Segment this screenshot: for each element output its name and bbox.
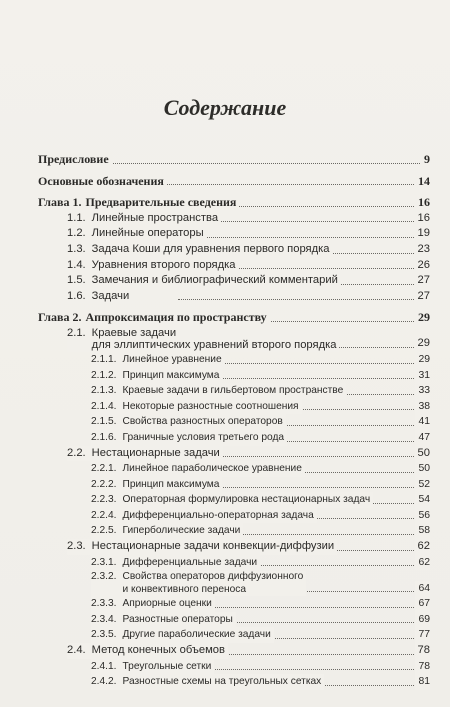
toc-entry[interactable] [38, 492, 430, 508]
toc-entry-text: Метод конечных объемов [91, 644, 225, 657]
toc-entry-page: 16 [415, 211, 430, 227]
toc-entry[interactable] [38, 195, 430, 211]
toc-entry-text: Другие параболические задачи [122, 629, 271, 641]
toc-entry-number: 2.4.1. [91, 660, 117, 672]
leader-dots [178, 237, 430, 238]
toc-entry-number: 2.3.5. [91, 629, 117, 641]
toc-entry-number: 1.5. [67, 274, 86, 287]
toc-entry-page: 29 [415, 310, 430, 326]
toc-entry[interactable] [38, 211, 430, 227]
toc-entry-number: 2.4. [67, 644, 86, 657]
toc-entry-page: 19 [415, 226, 430, 242]
toc-entry-number: 2.1.6. [91, 431, 117, 443]
toc-entry-number: 1.2. [67, 227, 86, 240]
toc-entry-label [91, 399, 302, 415]
toc-entry-page: 69 [415, 612, 430, 628]
toc-entry-number: 2.1.4. [91, 400, 117, 412]
toc-entry[interactable] [38, 555, 430, 571]
toc-entry-label [38, 152, 112, 168]
toc-entry-label [67, 258, 239, 274]
toc-entry-page: 78 [415, 643, 430, 659]
toc-entry-text: Некоторые разностные соотношения [122, 400, 299, 412]
toc-entry-page: 29 [415, 352, 430, 368]
toc-entry-number: Глава 1. [38, 195, 82, 210]
toc-entry-number: 2.2.1. [91, 463, 117, 475]
toc-entry-text: Дифференциальные задачи [122, 556, 258, 568]
toc-entry-number: 2.1.1. [91, 353, 117, 365]
toc-entry-page: 78 [415, 659, 430, 675]
toc-entry-page: 77 [415, 627, 430, 643]
toc-entry-label [91, 627, 274, 643]
toc-entry[interactable] [38, 258, 430, 274]
toc-entry[interactable] [38, 430, 430, 446]
toc-entry-text: Предисловие [38, 152, 109, 166]
toc-entry-number: 1.4. [67, 258, 86, 271]
toc-entry-page: 38 [415, 399, 430, 415]
toc-entry-text: Операторная формулировка нестационарных задач [122, 494, 371, 506]
toc-entry-text: Разностные операторы [122, 613, 233, 625]
toc-entry-text: Линейное уравнение [122, 353, 222, 365]
toc-entry[interactable] [38, 523, 430, 539]
toc-entry-label [67, 327, 339, 352]
page-title: Содержание [163, 95, 287, 120]
leader-dots [198, 669, 430, 670]
toc-entry-text-line2: и конвективного переноса [122, 583, 247, 595]
toc-entry-label [67, 226, 207, 242]
toc-entry-page: 67 [415, 596, 430, 612]
toc-entry-text: Краевые задачи в гильбертовом пространстве [122, 385, 344, 397]
toc-entry-number: 1.6. [67, 289, 86, 302]
toc-entry-page: 26 [415, 258, 430, 274]
toc-entry-number: 2.3.1. [91, 556, 117, 568]
toc-entry[interactable] [38, 289, 430, 305]
toc-entry-label [91, 368, 222, 384]
toc-entry-number: 2.2.5. [91, 525, 117, 537]
toc-entry-label [38, 310, 270, 326]
toc-entry[interactable] [38, 152, 430, 168]
bleed-through-text [30, 0, 425, 95]
toc-entry-number: 2.1. [67, 326, 86, 339]
toc-entry[interactable] [38, 461, 430, 477]
toc-entry[interactable] [38, 226, 430, 242]
toc-entry-page: 50 [415, 461, 430, 477]
toc-entry[interactable] [38, 446, 430, 462]
toc-entry[interactable] [38, 659, 430, 675]
toc-entry-number: 2.3.2. [91, 571, 117, 583]
toc-entry-label [91, 596, 215, 612]
toc-entry-text: Уравнения второго порядка [91, 258, 236, 271]
toc-entry-page: 52 [415, 477, 430, 493]
toc-entry-number: 1.3. [67, 242, 86, 255]
toc-entry-number: 2.2. [67, 446, 86, 459]
toc-entry-text: Нестационарные задачи [91, 446, 220, 459]
toc-entry-page: 56 [415, 508, 430, 524]
toc-entry-label [67, 273, 341, 289]
toc-entry[interactable] [38, 326, 430, 352]
toc-entry-label [91, 659, 214, 675]
toc-entry[interactable] [38, 368, 430, 384]
toc-entry-text: Замечания и библиографический комментарий [91, 274, 338, 287]
toc-entry-label [91, 414, 286, 430]
toc-entry-text: Принцип максимума [122, 369, 220, 381]
toc-entry-page: 31 [415, 368, 430, 384]
toc-entry-label [91, 430, 287, 446]
toc-entry[interactable] [38, 383, 430, 399]
toc-entry[interactable] [38, 242, 430, 258]
toc-entry-label [91, 555, 260, 571]
toc-entry-number: 2.4.2. [91, 676, 117, 688]
toc-entry[interactable] [38, 627, 430, 643]
toc-entry-text: Основные обозначения [38, 173, 164, 188]
toc-entry-text: Аппроксимация по пространству [85, 310, 267, 325]
toc-entry-page: 33 [415, 383, 430, 399]
toc-entry[interactable] [38, 352, 430, 368]
toc-entry-text: Граничные условия третьего рода [122, 431, 285, 443]
toc-entry[interactable] [38, 643, 430, 659]
toc-entry-text: Треугольные сетки [122, 660, 212, 672]
toc-entry-text-line2: для эллиптических уравнений второго порядка [91, 339, 337, 352]
toc-entry-text: Свойства операторов диффузионного [122, 571, 304, 583]
toc-entry-label [91, 612, 236, 628]
toc-entry-label [91, 352, 225, 368]
leader-dots [178, 299, 430, 300]
toc-entry[interactable] [38, 414, 430, 430]
toc-entry-page: 81 [415, 674, 430, 690]
toc-entry-text: Линейные операторы [91, 227, 204, 240]
toc-entry[interactable] [38, 539, 430, 555]
toc-entry-text: Линейное параболическое уравнение [122, 463, 302, 475]
toc-entry-text: Краевые задачи [91, 326, 177, 339]
toc-entry[interactable] [38, 310, 430, 326]
toc-entry-label [38, 195, 239, 211]
toc-entry[interactable] [38, 570, 430, 596]
toc-entry-label [91, 674, 324, 690]
toc-entry-text: Задача Коши для уравнения первого порядка [91, 242, 330, 255]
toc-entry-page: 27 [415, 273, 430, 289]
toc-entry-number: 2.3.4. [91, 613, 117, 625]
toc-entry-page: 47 [415, 430, 430, 446]
toc-entry-text: Принцип максимума [122, 478, 220, 490]
toc-entry-number: 2.3. [67, 540, 86, 553]
toc-entry-text: Разностные схемы на треугольных сетках [122, 676, 322, 688]
toc-entry-page: 23 [415, 242, 430, 258]
toc-entry-page: 14 [415, 174, 430, 190]
toc-entry-label [67, 289, 132, 305]
toc-entry-page: 50 [415, 446, 430, 462]
toc-entry[interactable] [38, 612, 430, 628]
toc-entry-page: 58 [415, 523, 430, 539]
toc-entry-text: Предварительные сведения [85, 195, 237, 210]
toc-entry-label [67, 446, 223, 462]
toc-entry-page: 64 [415, 581, 430, 597]
toc-entry[interactable] [38, 596, 430, 612]
toc-entry-label [91, 383, 346, 399]
toc-entry-page: 41 [415, 414, 430, 430]
table-of-contents [38, 152, 430, 690]
toc-entry-text: Априорные оценки [122, 598, 212, 610]
toc-entry[interactable] [38, 674, 430, 690]
toc-entry-text: Линейные пространства [91, 211, 219, 224]
toc-entry-page: 62 [415, 539, 430, 555]
toc-entry-number: 2.1.2. [91, 369, 117, 381]
toc-entry-label [67, 539, 337, 555]
toc-entry-label [91, 477, 222, 493]
toc-entry-page: 9 [421, 152, 430, 168]
toc-entry-page: 54 [415, 492, 430, 508]
toc-entry-number: 2.1.5. [91, 416, 117, 428]
toc-entry[interactable] [38, 273, 430, 289]
toc-entry-label [67, 211, 221, 227]
toc-entry[interactable] [38, 174, 430, 190]
toc-entry-number: 2.3.3. [91, 598, 117, 610]
toc-entry[interactable] [38, 508, 430, 524]
toc-entry-label [91, 508, 317, 524]
toc-entry-label [67, 242, 333, 258]
leader-dots [198, 363, 430, 364]
toc-entry-text: Нестационарные задачи конвекции-диффузии [91, 540, 335, 553]
toc-entry-number: 1.1. [67, 211, 86, 224]
toc-entry-number: 2.2.3. [91, 494, 117, 506]
toc-entry-label [91, 571, 306, 596]
toc-entry[interactable] [38, 399, 430, 415]
toc-entry-label [91, 492, 373, 508]
toc-entry-label [91, 523, 243, 539]
toc-entry-page: 16 [415, 195, 430, 211]
toc-entry-page: 62 [415, 555, 430, 571]
toc-entry-label [67, 643, 228, 659]
leader-dots [198, 378, 430, 379]
toc-entry-text: Дифференциально-операторная задача [122, 509, 314, 521]
toc-entry-number: Глава 2. [38, 310, 82, 325]
toc-entry-number: 2.2.4. [91, 509, 117, 521]
toc-entry[interactable] [38, 477, 430, 493]
leader-dots [198, 487, 430, 488]
leader-dots [198, 607, 430, 608]
toc-entry-page: 27 [415, 289, 430, 305]
toc-entry-page: 29 [415, 336, 430, 352]
toc-entry-text: Гиперболические задачи [122, 525, 241, 537]
toc-entry-label [91, 461, 305, 477]
toc-entry-number: 2.1.3. [91, 385, 117, 397]
toc-entry-number: 2.2.2. [91, 478, 117, 490]
toc-entry-label [38, 174, 167, 190]
toc-entry-text: Задачи [91, 289, 130, 302]
toc-entry-text: Свойства разностных операторов [122, 416, 283, 428]
